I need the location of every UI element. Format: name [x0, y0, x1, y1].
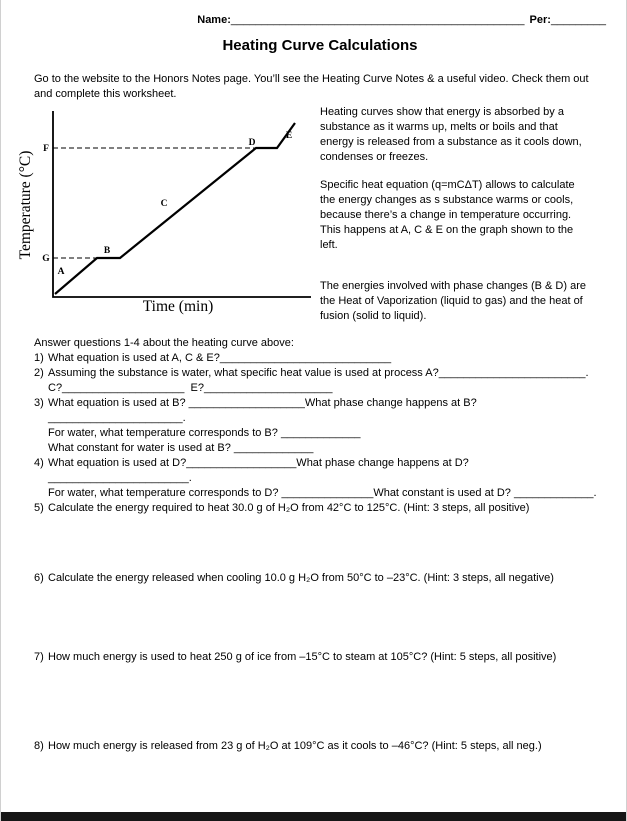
question-8-text: How much energy is released from 23 g of H₂O at 109°C as it cools to –46°C? (Hint: 5 steps, all neg.) [48, 740, 542, 752]
question-2-text-line-1: Assuming the substance is water, what specific heat value is used at process A?________________________. [48, 367, 589, 379]
per-blank-line: _________ [550, 14, 606, 26]
page-title: Heating Curve Calculations [222, 37, 418, 54]
point-label-a: A [57, 267, 65, 277]
question-8-number: 8) [34, 740, 44, 752]
intro-paragraph: Go to the website to the Honors Notes page. You’ll see the Heating Curve Notes & a useful video. Check them out and complete this worksheet. [34, 73, 589, 100]
question-6-text: Calculate the energy released when cooling 10.0 g H₂O from 50°C to –23°C. (Hint: 3 steps, all negative) [48, 572, 554, 584]
question-3-text-line-2: For water, what temperature corresponds to B? _____________ [48, 427, 361, 439]
question-1 [34, 351, 606, 366]
question-7-text: How much energy is used to heat 250 g of ice from –15°C to steam at 105°C? (Hint: 5 steps, all positive) [48, 651, 557, 663]
questions-list [34, 351, 606, 754]
name-per-row [34, 13, 606, 27]
point-label-g: G [42, 254, 50, 264]
question-1-text: What equation is used at A, C & E?____________________________ [48, 352, 392, 364]
question-3-number: 3) [34, 397, 44, 409]
point-label-c: C [160, 199, 168, 209]
question-3-text-line-3: What constant for water is used at B? _____________ [48, 442, 314, 454]
notes-paragraph-3: The energies involved with phase changes (B & D) are the Heat of Vaporization (liquid to gas) and the heat of fusion (solid to liquid). [320, 280, 586, 322]
name-blank-line: ________________________________________________ [230, 14, 525, 26]
question-6 [34, 571, 606, 586]
heating-curve-graph [18, 105, 320, 322]
point-label-d: D [248, 138, 256, 148]
question-2 [34, 366, 606, 396]
y-axis-label: Temperature (°C) [18, 150, 34, 260]
question-4-number: 4) [34, 457, 44, 469]
questions-intro: Answer questions 1-4 about the heating curve above: [34, 337, 294, 349]
notes-column [320, 105, 592, 324]
question-4 [34, 456, 606, 501]
question-2-number: 2) [34, 367, 44, 379]
point-label-f: F [43, 144, 49, 154]
heating-curve-svg [18, 105, 320, 317]
question-2-text-line-2: C?____________________ E?_____________________ [48, 382, 333, 394]
question-3 [34, 396, 606, 456]
graph-axes [53, 111, 311, 297]
question-5-number: 5) [34, 502, 44, 514]
question-1-number: 1) [34, 352, 44, 364]
name-label: Name: [197, 14, 231, 26]
x-axis-label: Time (min) [142, 298, 214, 315]
question-8 [34, 739, 606, 754]
question-7 [34, 650, 606, 665]
page-bottom-edge [1, 812, 626, 821]
question-7-number: 7) [34, 651, 44, 663]
question-3-text-line-1: What equation is used at B? ___________________What phase change happens at B? ______________________. [48, 397, 480, 424]
question-4-text-line-1: What equation is used at D?__________________What phase change happens at D? _______________________. [48, 457, 472, 484]
question-5 [34, 501, 606, 516]
question-4-text-line-2: For water, what temperature corresponds to D? _______________What constant is used at D? _____________. [48, 487, 597, 499]
per-label: Per: [529, 14, 551, 26]
graph-and-notes-section [18, 105, 606, 324]
question-6-number: 6) [34, 572, 44, 584]
question-5-text: Calculate the energy required to heat 30.0 g of H₂O from 42°C to 125°C. (Hint: 3 steps, all positive) [48, 502, 530, 514]
notes-paragraph-2: Specific heat equation (q=mCΔT) allows to calculate the energy changes as s substance warms or cools, because there’s a change in temperature occurring. This happens at A, C & E on the graph shown to the left. [320, 179, 575, 251]
point-label-b: B [103, 246, 111, 256]
notes-paragraph-1: Heating curves show that energy is absorbed by a substance as it warms up, melts or boils and that energy is released from a substance as it cools down, condenses or freezes. [320, 106, 582, 163]
point-label-e: E [285, 131, 293, 141]
heating-curve-line [55, 123, 295, 294]
